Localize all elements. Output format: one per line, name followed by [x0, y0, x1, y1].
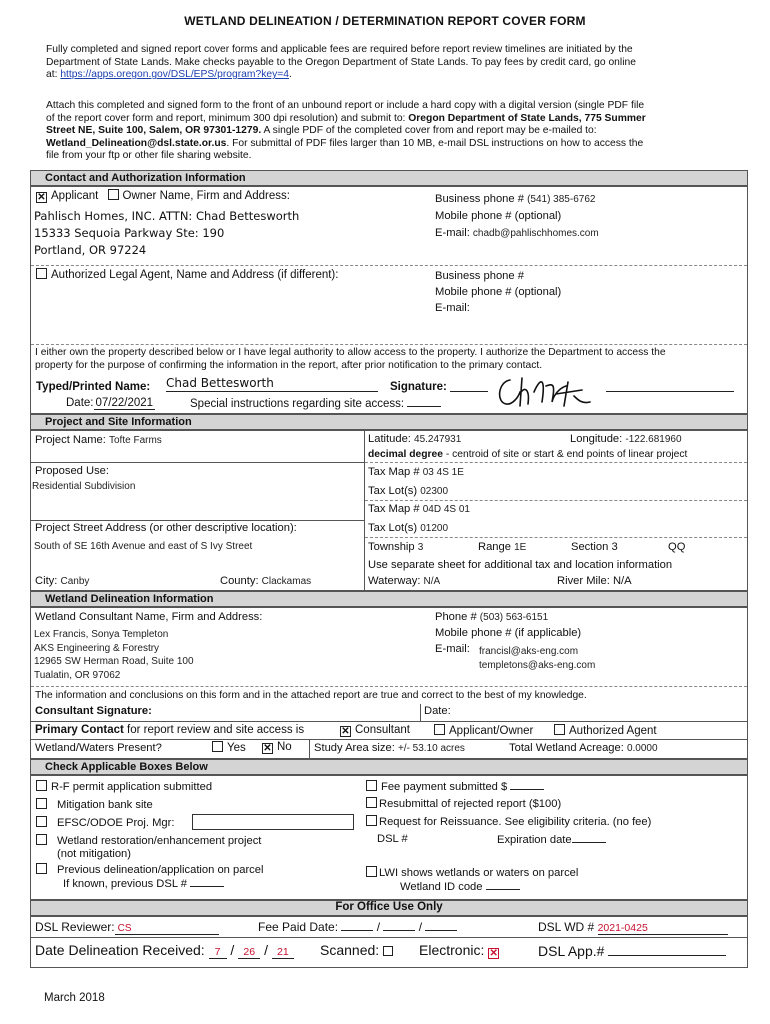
intro-paragraph-1 — [46, 44, 726, 82]
taxmap-label: Tax Map # — [368, 466, 420, 478]
project-section-header: Project and Site Information — [30, 414, 748, 430]
decimal-degree-note — [368, 449, 687, 460]
applicant-owner-checkbox[interactable] — [434, 724, 445, 735]
intro-line: Attach this completed and signed form to the front of an unbound report or include a hard copy with a digital version (single PDF file — [46, 100, 645, 111]
address-line: Lex Francis, Sonya Templeton — [34, 629, 169, 640]
consultant-address[interactable] — [34, 628, 194, 682]
address-line: AKS Engineering & Forestry — [34, 642, 160, 654]
fee-payment-row — [366, 780, 544, 793]
township-label: Township — [368, 541, 415, 553]
applicant-row — [36, 189, 290, 203]
footer-date: March 2018 — [44, 992, 105, 1004]
signature-line — [450, 391, 488, 392]
dsl-wd-field[interactable]: 2021-0425 — [598, 922, 728, 935]
total-acreage-label: Total Wetland Acreage: — [509, 742, 624, 754]
fee-paid-year[interactable] — [425, 920, 457, 931]
address-line: 12965 SW Herman Road, Suite 100 — [34, 656, 194, 667]
lwi-label: LWI shows wetlands or waters on parcel — [379, 867, 579, 879]
applicant-label: Applicant — [51, 190, 99, 202]
divider — [420, 704, 421, 721]
city-label: City: — [35, 575, 58, 587]
email-line: francisl@aks-eng.com — [479, 646, 579, 657]
owner-checkbox[interactable] — [108, 189, 119, 200]
yes-checkbox[interactable] — [212, 741, 223, 752]
expiration-label: Expiration date — [497, 834, 572, 846]
fee-payment-checkbox[interactable] — [366, 780, 377, 791]
reissuance-checkbox[interactable] — [366, 815, 377, 826]
taxlot-label: Tax Lot(s) — [368, 522, 418, 534]
proposed-use-field[interactable]: Residential Subdivision — [32, 481, 136, 492]
taxmap-field[interactable]: 04D 4S 01 — [422, 504, 470, 515]
date-label: Date: — [66, 397, 94, 409]
expiration-field[interactable] — [572, 833, 606, 843]
date-received-label: Date Delineation Received: — [35, 942, 205, 958]
wetland-id-label: Wetland ID code — [400, 881, 483, 893]
waters-present-yes — [212, 741, 246, 754]
reviewer-label: DSL Reviewer: — [35, 920, 115, 934]
divider — [30, 937, 748, 938]
qq-label: QQ — [668, 541, 686, 553]
no-label: No — [277, 741, 292, 753]
agent-email-label: E-mail: — [435, 302, 470, 314]
consultant-option-label: Consultant — [355, 724, 410, 736]
taxlot-field[interactable]: 02300 — [420, 486, 449, 497]
taxmap-field[interactable]: 03 4S 1E — [422, 467, 464, 478]
mobile-phone-label: Mobile phone # (optional) — [435, 210, 562, 222]
study-area-label: Study Area size: — [314, 742, 395, 754]
wetland-id-field[interactable] — [486, 880, 520, 890]
applicant-address[interactable] — [34, 208, 299, 259]
efsc-row — [36, 816, 175, 829]
primary-consultant-option — [340, 724, 410, 737]
consultant-date-label: Date: — [424, 705, 451, 717]
intro-period: . — [288, 69, 292, 81]
authorization-line: I either own the property described below or I have legal authority to allow access to the property. I authorize the Department to access the — [35, 347, 666, 358]
fee-paid-date-row: Fee Paid Date: / / — [258, 920, 457, 934]
rf-permit-label: R-F permit application submitted — [51, 781, 213, 793]
signature-line-end — [606, 391, 734, 392]
date-received-day[interactable]: 26 — [238, 946, 260, 959]
email-label: E-mail: — [435, 227, 470, 239]
reviewer-field[interactable]: CS — [115, 923, 219, 935]
total-acreage-field[interactable]: 0.0000 — [626, 743, 658, 754]
lwi-checkbox[interactable] — [366, 866, 377, 877]
scanned-label: Scanned: — [320, 942, 380, 958]
reissuance-label: Request for Reissuance. See eligibility criteria. (no fee) — [379, 816, 652, 828]
intro-line — [46, 138, 726, 151]
latitude-label: Latitude: — [368, 433, 411, 445]
dsl-app-field[interactable] — [608, 942, 726, 956]
street-address-label: Project Street Address (or other descriptive location): — [35, 522, 297, 534]
latitude-field[interactable]: 45.247931 — [414, 434, 462, 445]
agent-checkbox[interactable] — [36, 268, 47, 279]
intro-line — [46, 113, 726, 126]
section-field[interactable]: 3 — [611, 541, 618, 553]
agent-contact — [435, 268, 561, 316]
primary-applicant-option — [434, 724, 533, 737]
dsl-address: Street NE, Suite 100, Salem, OR 97301-1279. — [46, 125, 262, 137]
range-label: Range — [478, 541, 511, 553]
intro-line: Department of State Lands. Make checks payable to the Oregon Department of State Lands. To pay fees by credit card, go online — [46, 56, 636, 68]
project-name-row — [35, 434, 162, 446]
primary-contact-text: for report review and site access is — [123, 724, 305, 736]
resubmittal-label: Resubmittal of rejected report ($100) — [379, 798, 562, 810]
efsc-label: EFSC/ODOE Proj. Mgr: — [57, 817, 175, 829]
previous-dsl-field[interactable] — [190, 877, 224, 887]
decimal-degree-bold: decimal degree — [368, 449, 443, 460]
county-field[interactable]: Clackamas — [261, 576, 312, 587]
primary-agent-option — [554, 724, 657, 737]
date-received-month[interactable]: 7 — [209, 946, 227, 959]
consultant-email-field[interactable] — [479, 645, 595, 672]
owner-label: Owner Name, Firm and Address: — [122, 190, 290, 202]
address-line: Pahlisch Homes, INC. ATTN: Chad Bettesworth — [34, 209, 300, 223]
dsl-email: Wetland_Delineation@dsl.state.or.us — [46, 137, 227, 149]
taxlot-row-1 — [368, 485, 448, 497]
intro-text: of the report cover form and report, minimum 300 dpi resolution) and submit to: — [46, 112, 409, 124]
intro-line — [46, 69, 726, 82]
electronic-checkbox[interactable] — [488, 948, 499, 959]
waters-present-no — [262, 741, 292, 754]
checkboxes-section-header: Check Applicable Boxes Below — [30, 759, 748, 775]
project-name-label: Project Name: — [35, 434, 106, 446]
divider — [309, 740, 310, 759]
dsl-number-label: DSL # — [377, 833, 408, 845]
applicant-checkbox[interactable] — [36, 192, 47, 203]
street-address-field[interactable]: South of SE 16th Avenue and east of S Ivy Street — [34, 541, 253, 552]
taxmap-label: Tax Map # — [368, 503, 420, 515]
typed-name-field[interactable]: Chad Bettesworth — [166, 376, 378, 392]
proposed-use-label: Proposed Use: — [35, 465, 110, 477]
waters-present-label: Wetland/Waters Present? — [35, 742, 162, 754]
taxlot-row-2 — [368, 522, 448, 534]
waterway-label: Waterway: — [368, 575, 421, 587]
primary-contact-row — [35, 724, 304, 736]
office-section-header: For Office Use Only — [30, 900, 748, 916]
special-instructions-row — [190, 397, 441, 410]
divider — [30, 721, 748, 722]
rf-permit-checkbox[interactable] — [36, 780, 47, 791]
divider — [31, 686, 747, 687]
city-row — [35, 575, 89, 587]
wetland-restoration-sublabel: (not mitigation) — [57, 847, 131, 860]
previous-dsl-label: If known, previous DSL # — [63, 878, 187, 890]
date-row — [66, 397, 155, 410]
contact-section-header: Contact and Authorization Information — [30, 170, 748, 186]
signature-label: Signature: — [390, 381, 447, 393]
consultant-email-label: E-mail: — [435, 643, 470, 655]
wetland-restoration-label: Wetland restoration/enhancement project — [57, 835, 262, 847]
email-line: templetons@aks-eng.com — [479, 659, 596, 671]
business-phone-label: Business phone # — [435, 193, 524, 205]
dsl-app-label: DSL App.# — [538, 943, 605, 959]
city-field[interactable]: Canby — [60, 576, 90, 587]
consultant-phone-label: Phone # — [435, 611, 477, 623]
fee-payment-label: Fee payment submitted $ — [381, 781, 508, 793]
primary-contact-bold: Primary Contact — [35, 724, 124, 736]
divider — [31, 344, 747, 345]
township-field[interactable]: 3 — [417, 542, 424, 553]
total-acreage-row — [509, 742, 658, 754]
divider — [30, 462, 364, 463]
taxmap-row-1 — [368, 466, 464, 478]
payment-link[interactable]: https://apps.oregon.gov/DSL/EPS/program?key=4 — [60, 69, 289, 81]
business-phone-field[interactable]: (541) 385-6762 — [527, 194, 596, 205]
efsc-manager-input[interactable] — [192, 814, 354, 830]
address-line: 15333 Sequoia Parkway Ste: 190 — [34, 226, 225, 240]
study-area-row — [314, 742, 465, 754]
signature-image[interactable] — [490, 372, 605, 410]
date-received-row: Date Delineation Received: 7 / 26 / 21 — [35, 942, 294, 959]
date-field[interactable]: 07/22/2021 — [95, 397, 154, 409]
consultant-mobile-label: Mobile phone # (if applicable) — [435, 627, 582, 639]
consultant-phone-field[interactable]: (503) 563-6151 — [479, 612, 549, 623]
intro-line: file from your ftp or other file sharing website. — [46, 150, 252, 162]
study-area-field[interactable]: +/- 53.10 acres — [397, 743, 465, 754]
mitigation-bank-row — [36, 798, 153, 811]
river-mile-label: River Mile: — [557, 575, 610, 587]
fee-payment-field[interactable] — [510, 780, 544, 790]
consultant-phone-row — [435, 611, 548, 623]
dsl-number-row — [377, 833, 408, 845]
divider — [365, 537, 747, 538]
intro-text: A single PDF of the completed cover from and report may be e-mailed to: — [261, 125, 597, 137]
longitude-row — [570, 433, 682, 445]
resubmittal-row — [366, 797, 561, 810]
river-mile-field[interactable]: N/A — [612, 575, 632, 587]
township-row — [368, 541, 423, 553]
wetland-restoration-row — [36, 834, 261, 860]
intro-line: Fully completed and signed report cover forms and applicable fees are required before report review timelines are initiated by the — [46, 44, 633, 55]
authorization-line: property for the purpose of confirming the information in the report, after prior notification to the primary contact. — [35, 359, 543, 371]
dsl-address: Oregon Department of State Lands, 775 Summer — [408, 112, 646, 124]
scanned-row — [320, 942, 397, 958]
taxlot-field[interactable]: 01200 — [420, 523, 449, 534]
decimal-degree-text: - centroid of site or start & end points of linear project — [442, 449, 688, 460]
dsl-wd-row — [538, 920, 728, 935]
special-instructions-label: Special instructions regarding site access: — [190, 398, 405, 410]
resubmittal-checkbox[interactable] — [366, 797, 377, 808]
county-label: County: — [220, 575, 259, 587]
address-line: Tualatin, OR 97062 — [34, 669, 121, 681]
taxmap-row-2 — [368, 503, 470, 515]
fee-paid-month[interactable] — [341, 920, 373, 931]
range-field[interactable]: 1E — [514, 542, 527, 553]
agent-row — [36, 268, 338, 281]
electronic-label: Electronic: — [419, 942, 485, 958]
reissuance-row — [366, 815, 651, 828]
divider — [365, 500, 747, 501]
previous-delineation-row — [36, 863, 263, 891]
dsl-wd-label: DSL WD # — [538, 920, 595, 934]
authorization-statement — [35, 347, 745, 372]
divider — [365, 462, 747, 463]
expiration-row — [497, 833, 606, 846]
no-checkbox[interactable] — [262, 743, 273, 754]
intro-line — [46, 125, 726, 138]
mitigation-bank-label: Mitigation bank site — [57, 799, 153, 811]
separate-sheet-note: Use separate sheet for additional tax and location information — [368, 559, 673, 571]
mitigation-bank-checkbox[interactable] — [36, 798, 47, 809]
applicant-contact — [435, 191, 599, 242]
previous-delineation-checkbox[interactable] — [36, 863, 47, 874]
agent-business-phone-label: Business phone # — [435, 270, 524, 282]
longitude-field[interactable]: -122.681960 — [625, 434, 682, 445]
wetland-restoration-checkbox[interactable] — [36, 834, 47, 845]
authorized-agent-option-label: Authorized Agent — [569, 725, 657, 737]
special-instructions-field[interactable] — [407, 397, 441, 407]
consultant-signature-label: Consultant Signature: — [35, 705, 152, 717]
lwi-row — [366, 866, 578, 894]
fee-paid-date-label: Fee Paid Date: — [258, 920, 339, 934]
range-row — [478, 541, 526, 553]
email-field[interactable]: chadb@pahlischhomes.com — [472, 228, 599, 239]
intro-at: at: — [46, 69, 61, 81]
county-row — [220, 575, 311, 587]
date-received-year[interactable]: 21 — [272, 946, 294, 959]
reviewer-row — [35, 920, 219, 935]
page-title: WETLAND DELINEATION / DETERMINATION REPORT COVER FORM — [184, 14, 586, 28]
yes-label: Yes — [227, 742, 246, 754]
agent-label: Authorized Legal Agent, Name and Address (if different): — [51, 269, 339, 281]
consultant-label: Wetland Consultant Name, Firm and Address: — [35, 611, 263, 623]
taxlot-label: Tax Lot(s) — [368, 485, 418, 497]
address-line: Portland, OR 97224 — [34, 243, 147, 257]
fee-paid-day[interactable] — [383, 920, 415, 931]
efsc-checkbox[interactable] — [36, 816, 47, 827]
river-mile-row — [557, 575, 632, 587]
project-name-field[interactable]: Tofte Farms — [109, 435, 162, 446]
consultant-checkbox[interactable] — [340, 726, 351, 737]
waterway-field[interactable]: N/A — [423, 576, 441, 587]
authorized-agent-checkbox[interactable] — [554, 724, 565, 735]
latitude-row — [368, 433, 461, 445]
intro-paragraph-2 — [46, 100, 726, 163]
divider — [30, 739, 748, 740]
project-divider-vertical — [364, 430, 365, 591]
intro-text: . For submittal of PDF files larger than 10 MB, e-mail DSL instructions on how to access the — [226, 137, 644, 149]
dsl-app-row — [538, 942, 726, 959]
agent-mobile-label: Mobile phone # (optional) — [435, 286, 562, 298]
previous-delineation-label: Previous delineation/application on parcel — [57, 864, 264, 876]
applicant-owner-option-label: Applicant/Owner — [449, 725, 534, 737]
section-label: Section — [571, 541, 609, 553]
consultant-statement: The information and conclusions on this form and in the attached report are true and correct to the best of my knowledge. — [35, 690, 587, 701]
wetland-section-header: Wetland Delineation Information — [30, 591, 748, 607]
divider — [31, 265, 747, 266]
scanned-checkbox[interactable] — [383, 946, 393, 956]
divider — [30, 520, 364, 521]
section-row — [571, 541, 618, 553]
typed-name-label: Typed/Printed Name: — [36, 381, 151, 393]
waterway-row — [368, 575, 440, 587]
rf-permit-row — [36, 780, 212, 793]
electronic-row — [419, 942, 503, 959]
longitude-label: Longitude: — [570, 433, 623, 445]
